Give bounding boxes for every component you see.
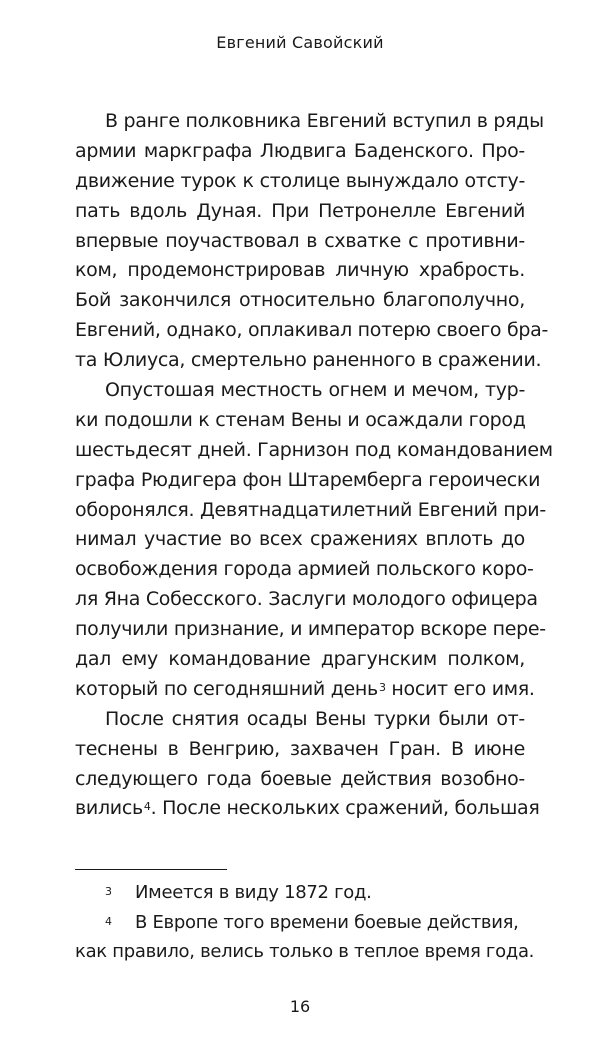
footnote-3 (75, 878, 525, 908)
footnote-number: 4 (105, 914, 112, 928)
text-line: впервые поучаствовал в схватке с противни- (75, 229, 525, 252)
text-line: та Юлиуса, смертельно раненного в сражении. (75, 349, 542, 372)
footnotes (75, 878, 535, 967)
text-fragment: . После нескольких сражений, большая (150, 797, 540, 820)
body-text (75, 107, 553, 824)
text-line: В ранге полковника Евгений вступил в ряды (105, 110, 544, 132)
text-fragment: носит его имя. (391, 677, 535, 700)
text-line: Опустошая местность огнем и мечом, тур- (105, 379, 525, 402)
text-line: следующего года боевые действия возобно- (75, 767, 525, 790)
text-line: пать вдоль Дуная. При Петронелле Евгений (75, 199, 525, 222)
text-line: нимал участие во всех сражениях вплоть до (75, 528, 525, 551)
text-line: графа Рюдигера фон Штаремберга героически (75, 468, 541, 491)
running-title: Евгений Савойский (216, 33, 384, 52)
footnote-number: 3 (105, 885, 112, 898)
text-line: ля Яна Собесского. Заслуги молодого офицера (75, 588, 538, 611)
footnote-ref-4[interactable]: 4 (143, 800, 151, 814)
text-line: дал ему командование драгунским полком, (75, 648, 525, 671)
text-line: оборонялся. Девятнадцатилетний Евгений при- (75, 498, 546, 521)
text-line: теснены в Венгрию, захвачен Гран. В июне (75, 737, 525, 760)
footnote-4 (75, 908, 525, 938)
text-line: После снятия осады Вены турки были от- (105, 707, 525, 730)
footnote-text: Имеется в виду 1872 год. (135, 882, 372, 903)
text-line: движение турок к столице вынуждало отсту- (75, 169, 525, 192)
footnote-text: В Европе того времени боевые действия, (135, 911, 519, 933)
text-fragment: вились (75, 797, 143, 820)
text-line-with-footnote-ref (75, 794, 540, 824)
text-line: ки подошли к стенам Вены и осаждали город (75, 408, 526, 431)
text-line: освобождения города армией польского коро- (75, 558, 534, 581)
text-line: шестьдесят дней. Гарнизон под командованием (75, 438, 553, 461)
text-line: Евгений, однако, оплакивал потерю своего бра- (75, 319, 549, 342)
footnote-4-continuation: как правило, велись только в теплое время года. (75, 941, 535, 962)
text-line: Бой закончился относительно благополучно, (75, 289, 525, 312)
text-fragment: который по сегодняшний день (75, 677, 378, 700)
page-number: 16 (289, 997, 311, 1016)
footnote-ref-3[interactable]: 3 (378, 680, 386, 694)
text-line-with-footnote-ref (75, 675, 535, 705)
text-line: армии маркграфа Людвига Баденского. Про- (75, 139, 525, 162)
text-line: получили признание, и император вскоре пере- (75, 618, 546, 641)
text-line: ком, продемонстрировав личную храбрость. (75, 259, 525, 282)
footnote-separator (75, 869, 227, 870)
